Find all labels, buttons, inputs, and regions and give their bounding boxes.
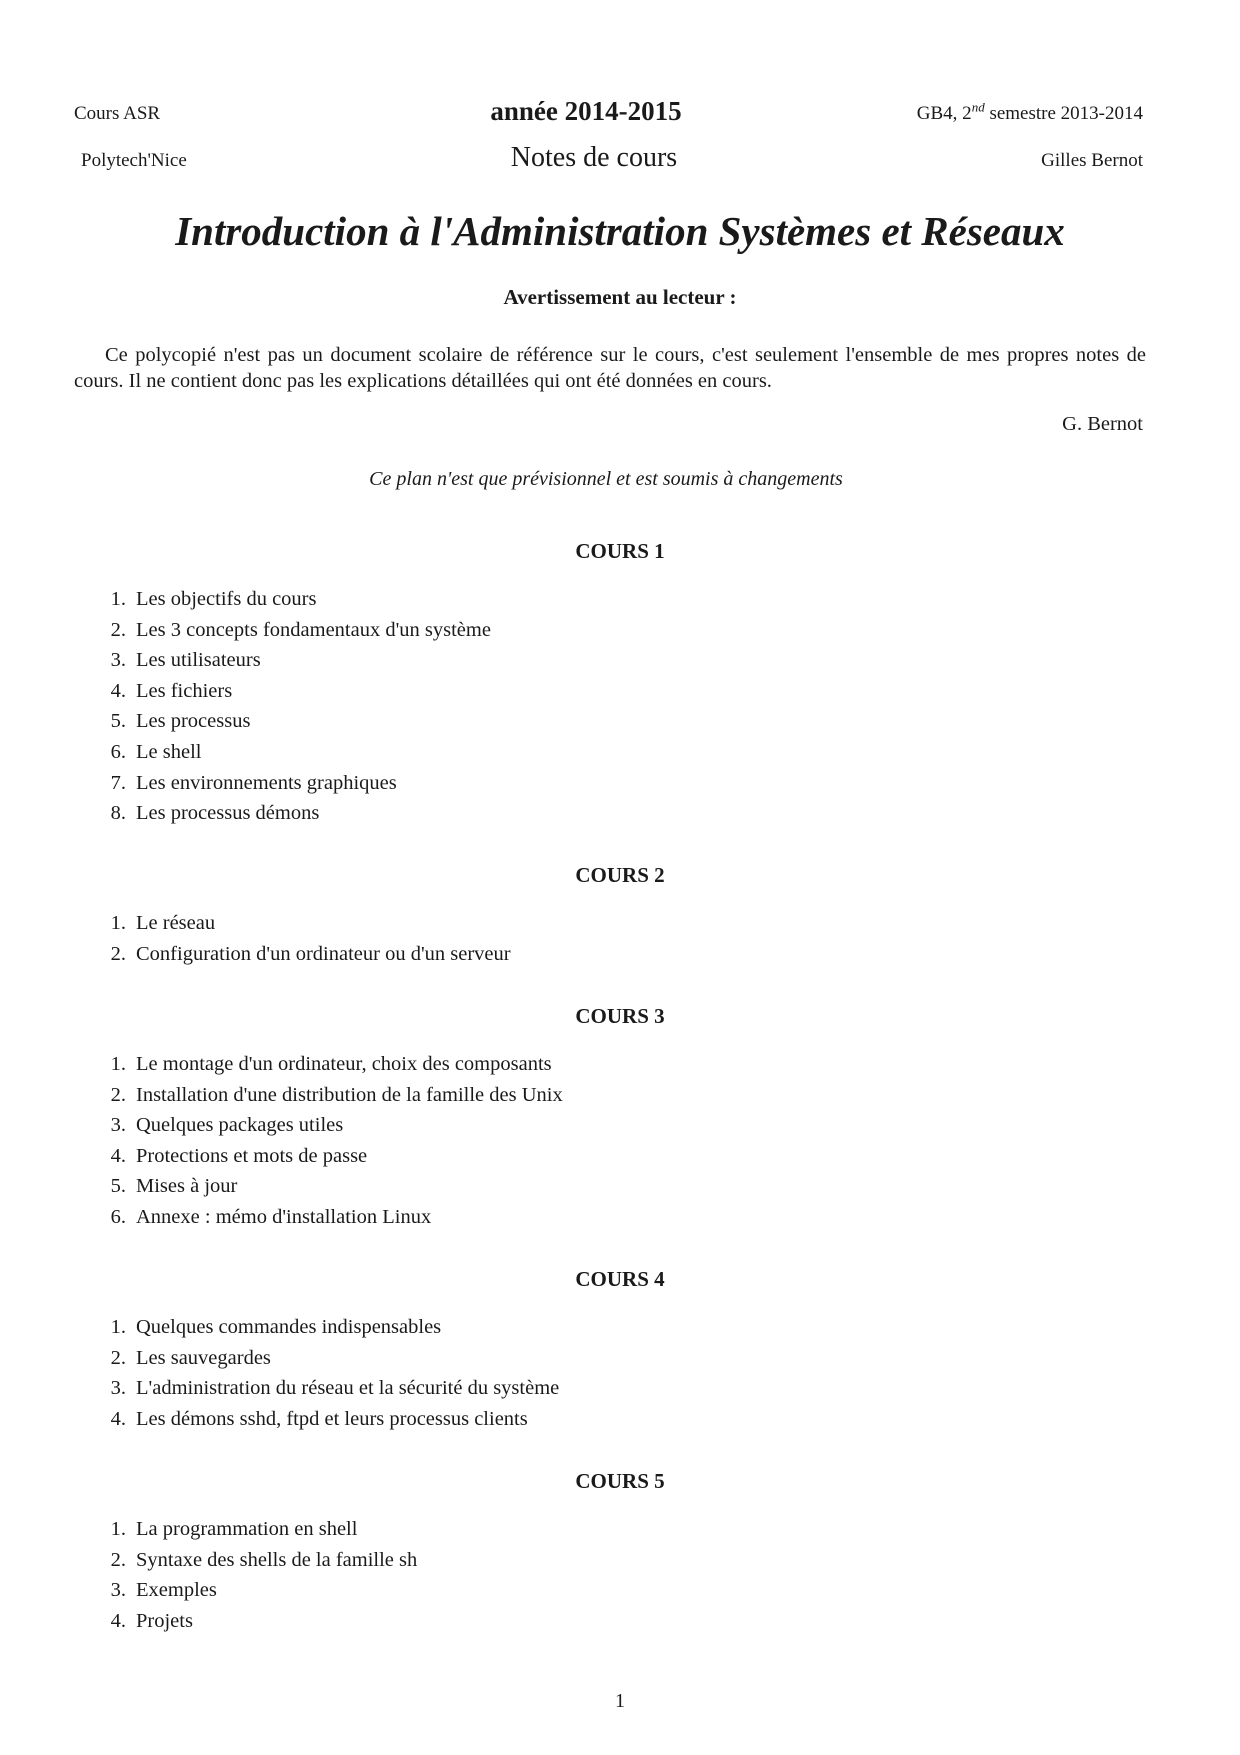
list-item: 8. Les processus démons (110, 802, 320, 825)
section-list (0, 1514, 1240, 1636)
document-title: Introduction à l'Administration Systèmes et Réseaux (175, 208, 1065, 254)
academic-year: année 2014-2015 (490, 96, 682, 126)
section-heading: COURS 5 (575, 1469, 665, 1493)
list-item: 4. Les fichiers (110, 679, 233, 702)
list-item: 7. Les environnements graphiques (110, 771, 397, 794)
list-item: 4. Projets (110, 1609, 193, 1632)
list-item: 1. Les objectifs du cours (110, 588, 317, 610)
section-heading: COURS 2 (575, 863, 665, 887)
author: Gilles Bernot (1041, 150, 1143, 171)
course-code: Cours ASR (74, 103, 161, 124)
list-item: 3. L'administration du réseau et la sécurité du système (110, 1377, 560, 1400)
section-cours-3 (0, 1003, 1240, 1233)
list-item: 1. Quelques commandes indispensables (110, 1316, 442, 1338)
section-cours-2 (0, 862, 1240, 969)
list-item: 3. Les utilisateurs (110, 649, 261, 672)
section-heading: COURS 1 (575, 539, 665, 563)
list-item: 2. Les 3 concepts fondamentaux d'un système (110, 618, 491, 641)
section-cours-4 (0, 1266, 1240, 1434)
list-item: 2. Syntaxe des shells de la famille sh (110, 1548, 418, 1571)
list-item: 1. Le réseau (110, 912, 216, 934)
warning-paragraph: Ce polycopié n'est pas un document scolaire de référence sur le cours, c'est seulement l'ensemble de mes propres notes de cours. Il ne contient donc pas les explications détaillées qui ont été données en cours. (74, 344, 1146, 392)
section-cours-1 (0, 538, 1240, 829)
list-item: 2. Configuration d'un ordinateur ou d'un serveur (110, 942, 511, 965)
list-item: 4. Protections et mots de passe (110, 1144, 368, 1167)
section-cours-5 (0, 1468, 1240, 1636)
list-item: 1. La programmation en shell (110, 1518, 358, 1540)
section-list (0, 1312, 1240, 1434)
semester-info: GB4, 2nd semestre 2013-2014 (916, 99, 1143, 124)
list-item: 4. Les démons sshd, ftpd et leurs processus clients (110, 1407, 528, 1430)
list-item: 6. Annexe : mémo d'installation Linux (110, 1205, 432, 1228)
list-item: 6. Le shell (110, 740, 202, 763)
list-item: 3. Quelques packages utiles (110, 1114, 344, 1137)
plan-note: Ce plan n'est que prévisionnel et est soumis à changements (369, 468, 843, 490)
list-item: 2. Installation d'une distribution de la famille des Unix (110, 1083, 563, 1106)
list-item: 1. Le montage d'un ordinateur, choix des composants (110, 1053, 552, 1075)
section-list (0, 908, 1240, 969)
list-item: 5. Mises à jour (110, 1175, 238, 1198)
warning-signature: G. Bernot (1062, 413, 1143, 435)
section-heading: COURS 4 (575, 1267, 665, 1291)
institution: Polytech'Nice (81, 150, 187, 171)
page-number: 1 (615, 1690, 625, 1712)
document-type: Notes de cours (510, 142, 678, 173)
list-item: 5. Les processus (110, 710, 251, 733)
warning-heading: Avertissement au lecteur : (503, 285, 737, 309)
list-item: 2. Les sauvegardes (110, 1346, 271, 1369)
section-heading: COURS 3 (575, 1004, 665, 1028)
list-item: 3. Exemples (110, 1579, 217, 1602)
section-list (0, 1049, 1240, 1233)
section-list (0, 584, 1240, 829)
